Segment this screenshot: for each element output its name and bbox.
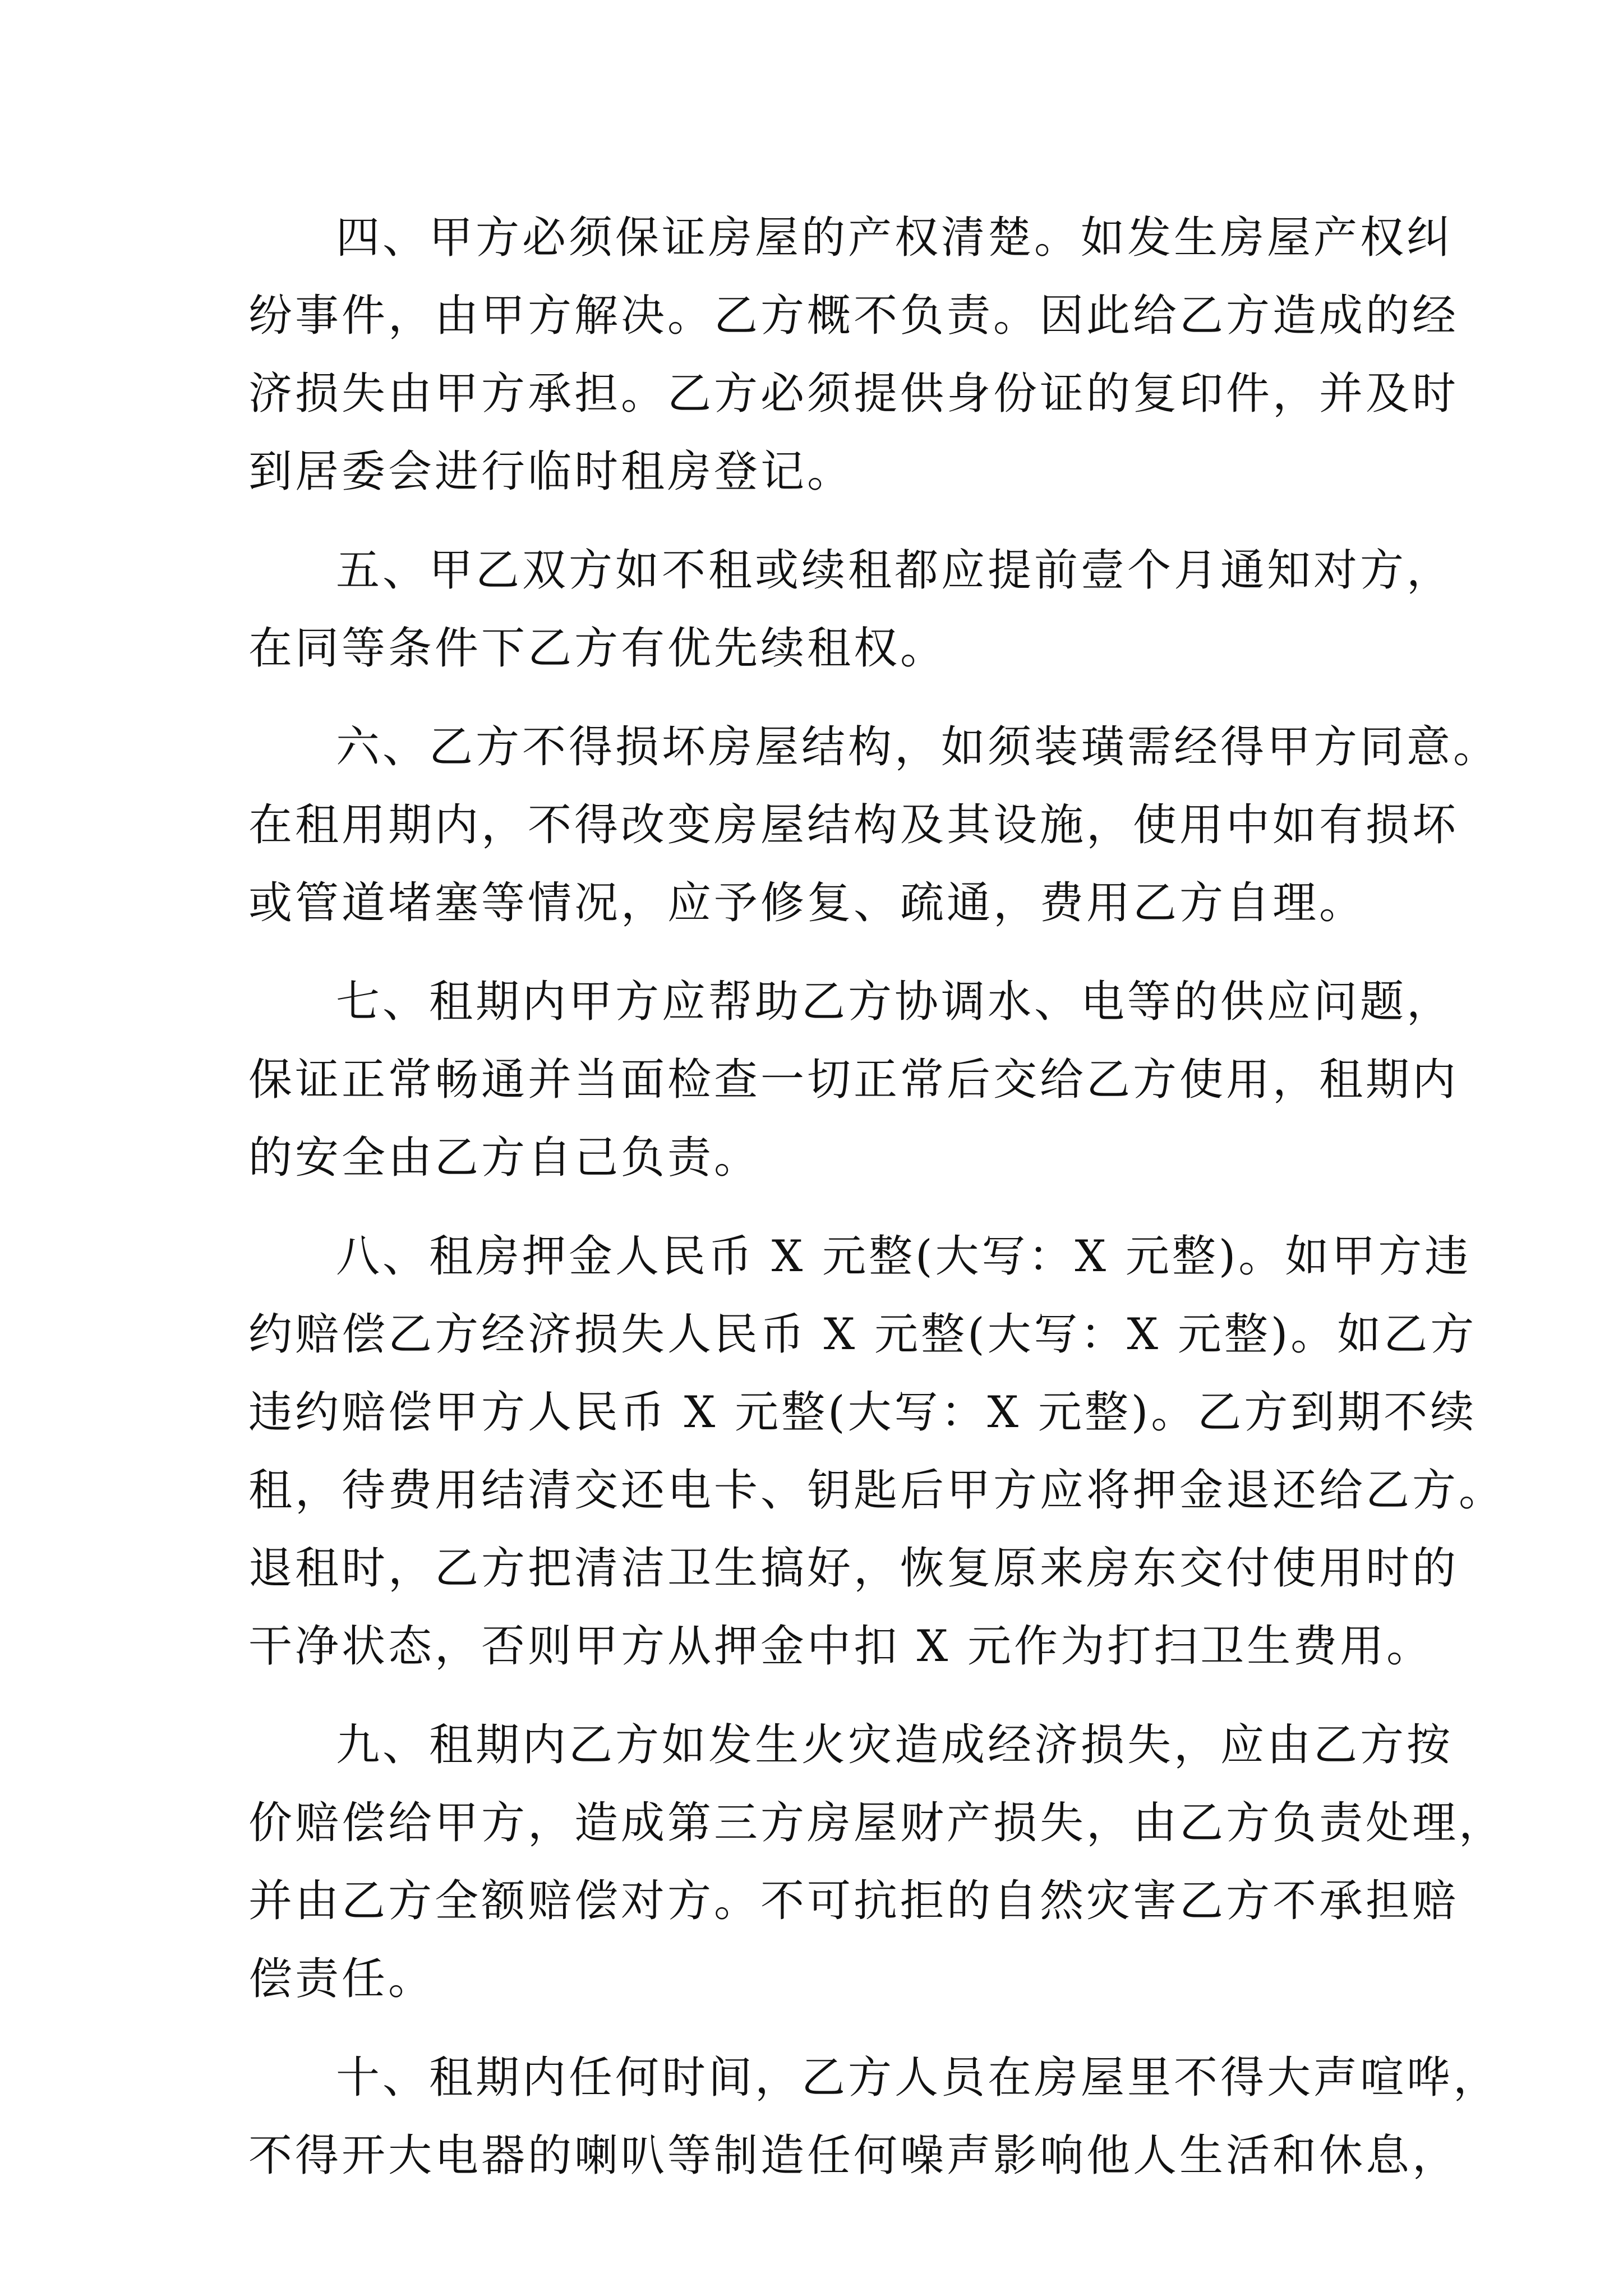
text-line: 六、乙方不得损坏房屋结构，如须装璜需经得甲方同意。 [336,722,1500,772]
text-line: 济损失由甲方承担。乙方必须提供身份证的复印件，并及时 [248,369,1459,419]
clause-9 [248,1706,1506,2018]
clause-8 [248,1218,1506,1686]
text-line: 并由乙方全额赔偿对方。不可抗拒的自然灾害乙方不承担赔 [248,1876,1459,1926]
clause-10 [248,2039,1500,2195]
text-line: 纷事件，由甲方解决。乙方概不负责。因此给乙方造成的经 [248,291,1459,341]
text-line: 九、租期内乙方如发生火灾造成经济损失，应由乙方按 [336,1720,1454,1770]
text-line: 保证正常畅通并当面检查一切正常后交给乙方使用，租期内 [248,1055,1459,1105]
clause-5 [248,532,1454,688]
text-line: 约赔偿乙方经济损失人民币 X 元整(大写：X 元整)。如乙方 [248,1309,1477,1360]
text-line: 的安全由乙方自己负责。 [248,1133,761,1183]
text-line: 七、租期内甲方应帮助乙方协调水、电等的供应问题， [336,977,1454,1027]
text-line: 价赔偿给甲方，造成第三方房屋财产损失，由乙方负责处理， [248,1798,1506,1848]
text-line: 五、甲乙双方如不租或续租都应提前壹个月通知对方， [336,545,1454,596]
clause-7 [248,963,1459,1197]
clause-6 [248,708,1500,942]
text-line: 租，待费用结清交还电卡、钥匙后甲方应将押金退还给乙方。 [248,1465,1506,1516]
text-line: 十、租期内任何时间，乙方人员在房屋里不得大声喧哗， [336,2053,1500,2103]
text-line: 不得开大电器的喇叭等制造任何噪声影响他人生活和休息， [248,2131,1459,2181]
text-line: 违约赔偿甲方人民币 X 元整(大写：X 元整)。乙方到期不续 [248,1387,1477,1438]
text-line: 在同等条件下乙方有优先续租权。 [248,623,947,674]
contract-text [248,199,1506,2216]
text-line: 四、甲方必须保证房屋的产权清楚。如发生房屋产权纠 [336,213,1454,263]
text-line: 到居委会进行临时租房登记。 [248,447,854,497]
text-line: 在租用期内，不得改变房屋结构及其设施，使用中如有损坏 [248,800,1459,850]
text-line: 或管道堵塞等情况，应予修复、疏通，费用乙方自理。 [248,878,1366,928]
text-line: 干净状态，否则甲方从押金中扣 X 元作为打扫卫生费用。 [248,1621,1433,1672]
text-line: 八、租房押金人民币 X 元整(大写：X 元整)。如甲方违 [336,1231,1472,1282]
text-line: 退租时，乙方把清洁卫生搞好，恢复原来房东交付使用时的 [248,1543,1459,1594]
text-line: 偿责任。 [248,1954,435,2004]
clause-4 [248,199,1459,511]
